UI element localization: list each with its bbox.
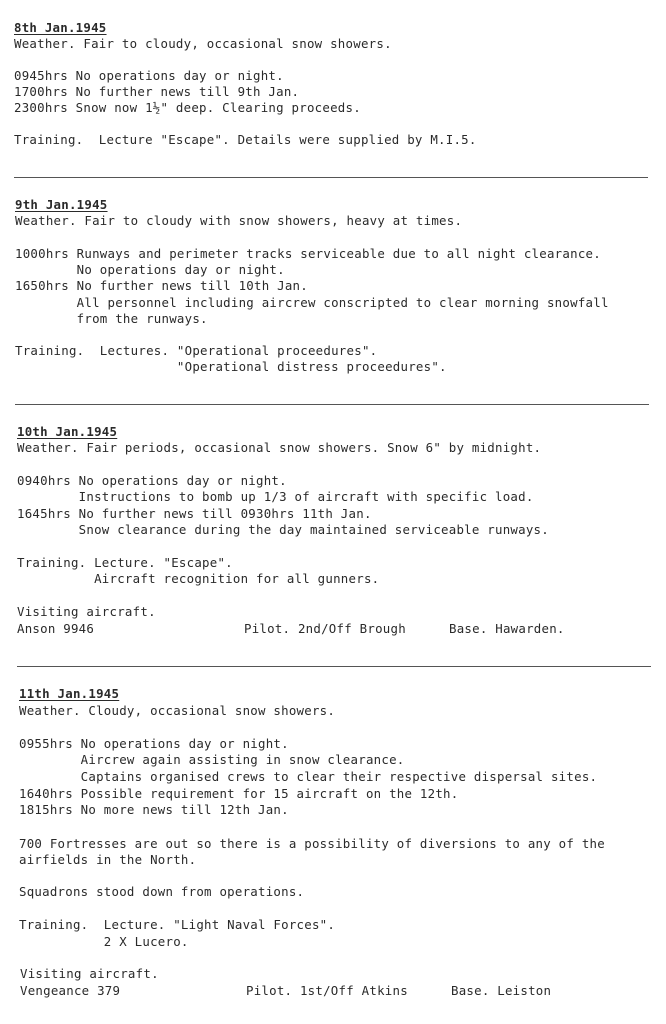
weather-line: Weather. Fair periods, occasional snow showers. Snow 6" by midnight. bbox=[17, 440, 542, 455]
log-line: 1645hrs No further news till 0930hrs 11th Jan. bbox=[17, 506, 372, 521]
training-line: Training. Lectures. "Operational proceedures". bbox=[15, 343, 378, 358]
visiting-pilot: Pilot. 2nd/Off Brough bbox=[244, 621, 406, 636]
entry-date: 10th Jan.1945 bbox=[17, 424, 118, 439]
weather-line: Weather. Fair to cloudy, occasional snow showers. bbox=[14, 36, 392, 51]
log-line: No operations day or night. bbox=[15, 262, 285, 277]
log-line: 1815hrs No more news till 12th Jan. bbox=[19, 802, 289, 817]
note-line: airfields in the North. bbox=[19, 852, 197, 867]
entry-date: 8th Jan.1945 bbox=[14, 20, 107, 35]
training-line: "Operational distress proceedures". bbox=[15, 359, 447, 374]
training-line: 2 X Lucero. bbox=[19, 934, 189, 949]
log-line: 0945hrs No operations day or night. bbox=[14, 68, 284, 83]
visiting-aircraft: Vengeance 379 bbox=[20, 983, 121, 998]
log-line: All personnel including aircrew conscripted to clear morning snowfall bbox=[15, 295, 609, 310]
log-line: from the runways. bbox=[15, 311, 208, 326]
log-line: Snow clearance during the day maintained serviceable runways. bbox=[17, 522, 549, 537]
visiting-aircraft: Anson 9946 bbox=[17, 621, 95, 636]
training-line: Aircraft recognition for all gunners. bbox=[17, 571, 380, 586]
entry-date: 9th Jan.1945 bbox=[15, 197, 108, 212]
log-line: 1650hrs No further news till 10th Jan. bbox=[15, 278, 308, 293]
entry-date: 11th Jan.1945 bbox=[19, 686, 120, 701]
section-divider bbox=[14, 177, 648, 178]
training-line: Training. Lecture "Escape". Details were supplied by M.I.5. bbox=[14, 132, 477, 147]
log-line: 1700hrs No further news till 9th Jan. bbox=[14, 84, 300, 99]
log-line: 1000hrs Runways and perimeter tracks serviceable due to all night clearance. bbox=[15, 246, 601, 261]
visiting-pilot: Pilot. 1st/Off Atkins bbox=[246, 983, 408, 998]
log-line: Aircrew again assisting in snow clearance. bbox=[19, 752, 405, 767]
standdown-line: Squadrons stood down from operations. bbox=[19, 884, 305, 899]
log-line: 1640hrs Possible requirement for 15 aircraft on the 12th. bbox=[19, 786, 459, 801]
weather-line: Weather. Fair to cloudy with snow showers, heavy at times. bbox=[15, 213, 463, 228]
visiting-heading: Visiting aircraft. bbox=[17, 604, 156, 619]
training-line: Training. Lecture. "Escape". bbox=[17, 555, 233, 570]
log-line: 0940hrs No operations day or night. bbox=[17, 473, 287, 488]
log-line: Captains organised crews to clear their respective dispersal sites. bbox=[19, 769, 598, 784]
log-line: Instructions to bomb up 1/3 of aircraft with specific load. bbox=[17, 489, 534, 504]
weather-line: Weather. Cloudy, occasional snow showers. bbox=[19, 703, 336, 718]
training-line: Training. Lecture. "Light Naval Forces". bbox=[19, 917, 336, 932]
visiting-base: Base. Leiston bbox=[451, 983, 552, 998]
note-line: 700 Fortresses are out so there is a possibility of diversions to any of the bbox=[19, 836, 605, 851]
section-divider bbox=[17, 666, 651, 667]
visiting-base: Base. Hawarden. bbox=[449, 621, 565, 636]
log-line: 2300hrs Snow now 1½" deep. Clearing proceeds. bbox=[14, 100, 361, 115]
log-line: 0955hrs No operations day or night. bbox=[19, 736, 289, 751]
visiting-heading: Visiting aircraft. bbox=[20, 966, 159, 981]
section-divider bbox=[15, 404, 649, 405]
